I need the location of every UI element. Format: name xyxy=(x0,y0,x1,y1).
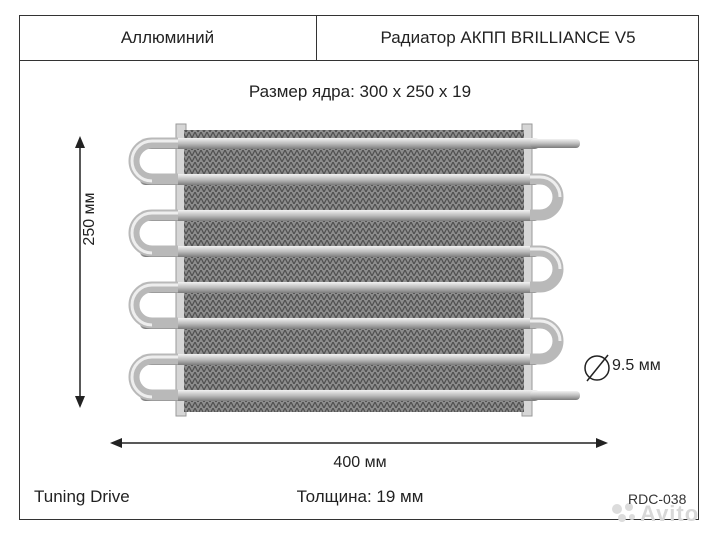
brand-label: Tuning Drive xyxy=(34,487,130,506)
core-size-label: Размер ядра: 300 х 250 х 19 xyxy=(248,82,472,101)
width-label: 400 мм xyxy=(333,454,387,471)
outlet-fitting xyxy=(530,391,580,400)
diameter-label: 9.5 мм xyxy=(612,357,661,374)
width-dimension-arrow xyxy=(110,438,608,448)
thickness-label: Толщина: 19 мм xyxy=(296,487,424,506)
material-label: Аллюминий xyxy=(120,28,215,47)
product-title: Радиатор АКПП BRILLIANCE V5 xyxy=(380,28,636,47)
height-label: 250 мм xyxy=(81,192,98,246)
diameter-icon xyxy=(585,355,609,381)
right-u-bends xyxy=(530,179,558,359)
inlet-fitting xyxy=(530,139,580,148)
product-code: RDC-038 xyxy=(628,491,687,507)
fin-core xyxy=(184,130,524,412)
avito-watermark: Avito xyxy=(640,501,700,526)
